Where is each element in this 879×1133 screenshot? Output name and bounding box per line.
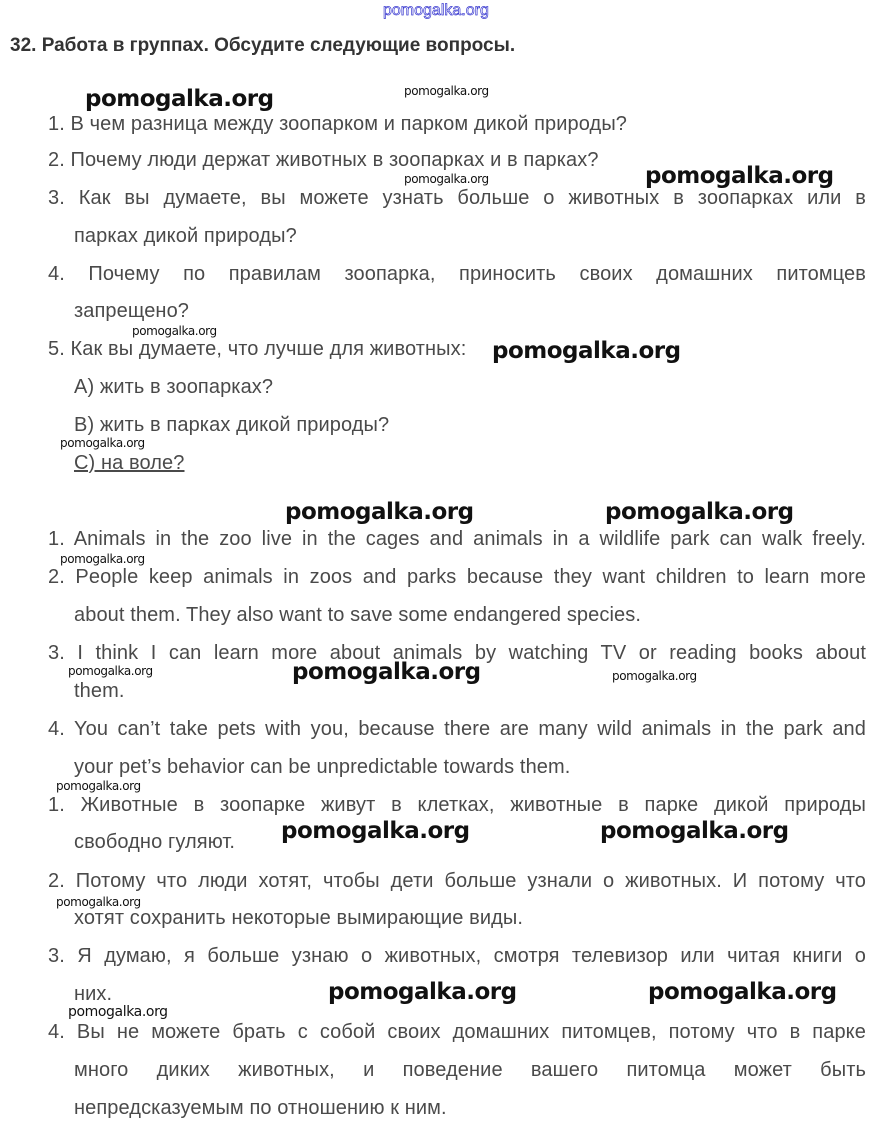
watermark: pomogalka.org bbox=[404, 84, 489, 98]
text-line: С) на воле? bbox=[74, 452, 185, 474]
watermark: pomogalka.org bbox=[612, 669, 697, 683]
text-line: 4. You can’t take pets with you, because there are many wild animals in the park and bbox=[48, 718, 866, 740]
watermark: pomogalka.org bbox=[645, 163, 834, 189]
text-line: your pet’s behavior can be unpredictable towards them. bbox=[74, 756, 571, 778]
text-line: 4. Почему по правилам зоопарка, приносить своих домашних питомцев bbox=[48, 263, 866, 285]
watermark: pomogalka.org bbox=[328, 979, 517, 1005]
text-line: парках дикой природы? bbox=[74, 225, 297, 247]
text-line: 3. Я думаю, я больше узнаю о животных, смотря телевизор или читая книги о bbox=[48, 945, 866, 967]
text-line: about them. They also want to save some endangered species. bbox=[74, 604, 641, 626]
watermark: pomogalka.org bbox=[492, 338, 681, 364]
watermark: pomogalka.org bbox=[56, 895, 141, 909]
text-line: 1. Animals in the zoo live in the cages and animals in a wildlife park can walk freely. bbox=[48, 528, 866, 550]
watermark: pomogalka.org bbox=[60, 552, 145, 566]
text-line: хотят сохранить некоторые вымирающие виды. bbox=[74, 907, 524, 929]
text-line: 2. Потому что люди хотят, чтобы дети больше узнали о животных. И потому что bbox=[48, 870, 866, 892]
text-line: запрещено? bbox=[74, 300, 190, 322]
text-line: 1. Животные в зоопарке живут в клетках, животные в парке дикой природы bbox=[48, 794, 866, 816]
text-line: В) жить в парках дикой природы? bbox=[74, 414, 390, 436]
watermark: pomogalka.org bbox=[404, 172, 489, 186]
watermark: pomogalka.org bbox=[60, 436, 145, 450]
watermark: pomogalka.org bbox=[648, 979, 837, 1005]
text-line: непредсказуемым по отношению к ним. bbox=[74, 1097, 447, 1119]
text-line: 2. People keep animals in zoos and parks because they want children to learn more bbox=[48, 566, 866, 588]
watermark: pomogalka.org bbox=[132, 324, 217, 338]
site-watermark-top: pomogalka.org bbox=[383, 2, 489, 19]
watermark: pomogalka.org bbox=[56, 779, 141, 793]
text-line: 1. В чем разница между зоопарком и парком дикой природы? bbox=[48, 113, 628, 135]
text-line: 3. Как вы думаете, вы можете узнать больше о животных в зоопарках или в bbox=[48, 187, 866, 209]
text-line: them. bbox=[74, 680, 125, 702]
watermark: pomogalka.org bbox=[285, 499, 474, 525]
watermark: pomogalka.org bbox=[281, 818, 470, 844]
watermark: pomogalka.org bbox=[292, 659, 481, 685]
watermark: pomogalka.org bbox=[605, 499, 794, 525]
watermark: pomogalka.org bbox=[68, 664, 153, 678]
text-line: А) жить в зоопарках? bbox=[74, 376, 274, 398]
text-line: 3. I think I can learn more about animals by watching TV or reading books about bbox=[48, 642, 866, 664]
text-line: много диких животных, и поведение вашего питомца может быть bbox=[74, 1059, 866, 1081]
watermark: pomogalka.org bbox=[600, 818, 789, 844]
watermark: pomogalka.org bbox=[85, 86, 274, 112]
text-line: них. bbox=[74, 983, 113, 1005]
watermark: pomogalka.org bbox=[68, 1004, 168, 1020]
text-line: свободно гуляют. bbox=[74, 831, 236, 853]
text-line: 4. Вы не можете брать с собой своих домашних питомцев, потому что в парке bbox=[48, 1021, 866, 1043]
text-line: 5. Как вы думаете, что лучше для животных: bbox=[48, 338, 467, 360]
text-line: 2. Почему люди держат животных в зоопарках и в парках? bbox=[48, 149, 599, 171]
exercise-heading: 32. Работа в группах. Обсудите следующие вопросы. bbox=[10, 35, 516, 56]
